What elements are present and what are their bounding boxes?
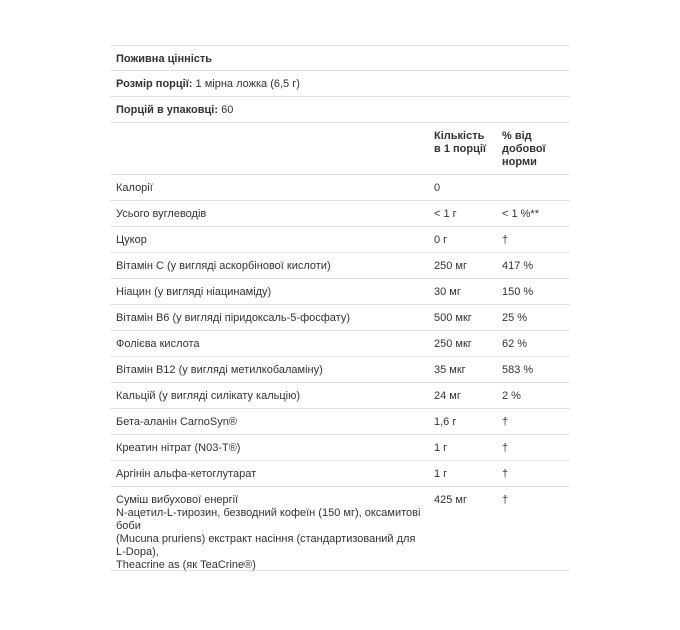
nutrient-daily-value: 150 % <box>502 286 534 298</box>
nutrient-daily-value: 25 % <box>502 312 528 324</box>
nutrient-amount: 1 г <box>434 442 448 454</box>
table-row <box>110 253 570 279</box>
nutrient-daily-value: 62 % <box>502 338 528 350</box>
table-row <box>110 331 570 357</box>
nutrient-amount: < 1 г <box>434 208 457 220</box>
nutrient-rows <box>110 175 570 487</box>
nutrient-daily-value: 2 % <box>502 390 521 402</box>
table-row <box>110 409 570 435</box>
nutrient-amount: 0 <box>434 182 441 194</box>
nutrient-name: Цукор <box>116 234 147 246</box>
blend-amount: 425 мг <box>434 494 467 506</box>
nutrient-amount: 1,6 г <box>434 416 457 428</box>
table-row <box>110 175 570 201</box>
nutrition-facts-table <box>110 45 570 571</box>
nutrient-daily-value: † <box>502 442 509 454</box>
table-row <box>110 435 570 461</box>
nutrient-amount: 0 г <box>434 234 448 246</box>
nutrient-amount: 500 мкг <box>434 312 472 324</box>
blend-title: Суміш вибухової енергії <box>116 494 239 506</box>
servings-value: 60 <box>218 104 234 116</box>
blend-ingredients-1: N-ацетил-L-тирозин, безводний кофеїн (150 мг), оксамитові боби <box>116 507 421 532</box>
nutrient-amount: 250 мкг <box>434 338 472 350</box>
blend-ingredients-2: (Mucuna pruriens) екстракт насіння (стандартизований для L-Dopa), <box>116 533 416 558</box>
servings-label: Порцій в упаковці: <box>116 104 219 116</box>
nutrient-name: Фолієва кислота <box>116 338 200 350</box>
nutrient-name: Аргінін альфа-кетоглутарат <box>116 468 257 480</box>
nutrient-name: Вітамін С (у вигляді аскорбінової кислоти) <box>116 260 331 272</box>
nutrient-name: Калорії <box>116 182 153 194</box>
table-row <box>110 383 570 409</box>
table-row <box>110 357 570 383</box>
nutrient-name: Кальцій (у вигляді силікату кальцію) <box>116 390 301 402</box>
nutrient-name: Усього вуглеводів <box>116 208 207 220</box>
daily-value-column-header: % від добової норми <box>502 130 546 168</box>
blend-row <box>110 487 570 571</box>
nutrient-amount: 1 г <box>434 468 448 480</box>
nutrient-name: Бета-аланін CarnoSyn® <box>116 416 237 428</box>
nutrient-daily-value: † <box>502 468 509 480</box>
nutrient-daily-value: † <box>502 416 509 428</box>
nutrient-name: Вітамін B12 (у вигляді метилкобаламіну) <box>116 364 323 376</box>
table-row <box>110 305 570 331</box>
table-row <box>110 227 570 253</box>
nutrient-name: Вітамін B6 (у вигляді піридоксаль-5-фосфату) <box>116 312 350 324</box>
header-blank <box>110 123 428 174</box>
blend-description <box>110 487 428 570</box>
serving-size-label: Розмір порції: <box>116 78 193 90</box>
nutrient-amount: 30 мг <box>434 286 461 298</box>
nutrient-amount: 24 мг <box>434 390 461 402</box>
amount-column-header: Кількість в 1 порції <box>434 130 486 155</box>
servings-per-container-row <box>110 97 570 123</box>
table-title: Поживна цінність <box>110 45 570 71</box>
nutrient-name: Ніацин (у вигляді ніацинаміду) <box>116 286 272 298</box>
nutrient-name: Креатин нітрат (N03-T®) <box>116 442 241 454</box>
nutrient-daily-value: 417 % <box>502 260 534 272</box>
nutrient-amount: 250 мг <box>434 260 467 272</box>
nutrient-daily-value <box>496 175 570 200</box>
nutrient-daily-value: † <box>502 234 509 246</box>
blend-daily-value: † <box>502 494 509 506</box>
nutrient-daily-value: < 1 %** <box>502 208 539 220</box>
blend-ingredients-3: Theacrine as (як TeaCrine®) <box>116 559 256 571</box>
table-row <box>110 279 570 305</box>
nutrient-daily-value: 583 % <box>502 364 534 376</box>
nutrient-amount: 35 мкг <box>434 364 466 376</box>
serving-size-row <box>110 71 570 97</box>
table-row <box>110 201 570 227</box>
column-header-row <box>110 123 570 175</box>
serving-size-value: 1 мірна ложка (6,5 г) <box>192 78 300 90</box>
table-row <box>110 461 570 487</box>
